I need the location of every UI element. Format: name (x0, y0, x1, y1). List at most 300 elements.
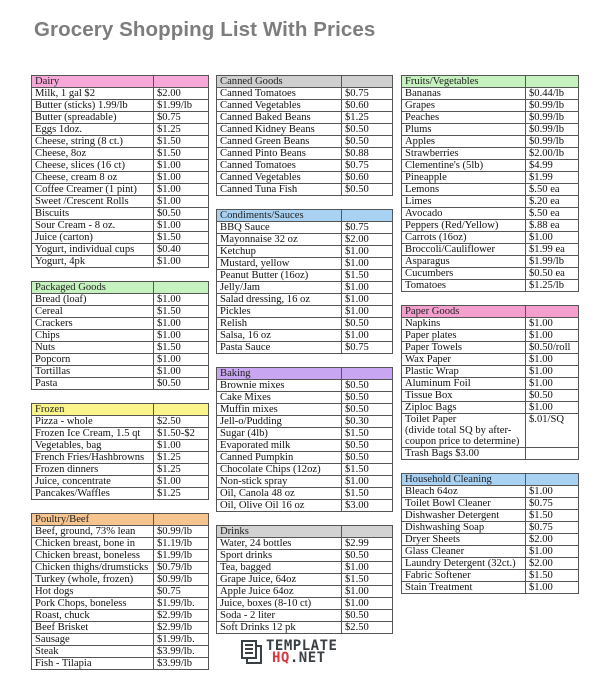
item-name: Carrots (16oz) (402, 232, 526, 244)
item-row (32, 416, 209, 428)
item-name: Pancakes/Waffles (32, 488, 154, 500)
item-price: $1.00 (342, 258, 393, 270)
section-header-price (154, 514, 209, 526)
item-row (402, 184, 579, 196)
item-price: $0.50 (154, 208, 209, 220)
item-row (32, 574, 209, 586)
item-name: Canned Green Beans (217, 136, 342, 148)
column-1 (31, 75, 209, 683)
item-price: $0.75 (342, 160, 393, 172)
item-price: $2.00 (526, 534, 579, 546)
section-header (32, 282, 209, 294)
item-price: $2.00 (526, 558, 579, 570)
item-price: $0.99/lb (526, 112, 579, 124)
item-name: Peaches (402, 112, 526, 124)
section-dairy-table (31, 75, 209, 268)
item-row (32, 124, 209, 136)
item-name: Apples (402, 136, 526, 148)
item-name: Tea, bagged (217, 562, 342, 574)
item-price: $2.00 (342, 234, 393, 246)
item-price: $1.00 (526, 378, 579, 390)
item-name: Jell-o/Pudding (217, 416, 342, 428)
item-row (217, 172, 393, 184)
section-baking-table (216, 367, 393, 512)
item-name: Laundry Detergent (32ct.) (402, 558, 526, 570)
item-name: Hot dogs (32, 586, 154, 598)
item-row (402, 88, 579, 100)
item-price: $1.00 (154, 184, 209, 196)
item-price (526, 448, 579, 460)
item-price: $1.00 (526, 330, 579, 342)
item-price: $1.99 (526, 172, 579, 184)
item-name: Soft Drinks 12 pk (217, 622, 342, 634)
logo-line-1: TEMPLATE (266, 638, 338, 654)
item-name: Ziploc Bags (402, 402, 526, 414)
item-name: Chicken thighs/drumsticks (32, 562, 154, 574)
item-row (217, 270, 393, 282)
item-price: $3.99/lb (154, 658, 209, 670)
section-header (32, 404, 209, 416)
item-name: Canned Vegetables (217, 172, 342, 184)
item-row (32, 136, 209, 148)
item-name: Brownie mixes (217, 380, 342, 392)
item-price: $.20 ea (526, 196, 579, 208)
item-price: $0.75 (342, 88, 393, 100)
item-row (217, 330, 393, 342)
item-row (402, 124, 579, 136)
item-row (32, 160, 209, 172)
item-row (402, 378, 579, 390)
item-price: $.50 ea (526, 184, 579, 196)
item-price: $.01/SQ (526, 414, 579, 448)
item-row (402, 208, 579, 220)
item-price: $0.60 (342, 100, 393, 112)
column-2 (216, 75, 393, 647)
item-row (32, 452, 209, 464)
item-row (217, 488, 393, 500)
item-price: $0.50 (342, 610, 393, 622)
item-price: $1.00 (342, 476, 393, 488)
item-price: $1.00 (526, 402, 579, 414)
item-name: Muffin mixes (217, 404, 342, 416)
section-header-price (154, 404, 209, 416)
item-row (402, 148, 579, 160)
item-name: Dishwashing Soap (402, 522, 526, 534)
item-name: Pork Chops, boneless (32, 598, 154, 610)
item-row (32, 526, 209, 538)
item-name: Dryer Sheets (402, 534, 526, 546)
item-price: $1.00 (154, 440, 209, 452)
item-price: $0.75 (342, 222, 393, 234)
item-name: Trash Bags $3.00 (402, 448, 526, 460)
item-price: $1.99/lb (526, 256, 579, 268)
item-row (217, 318, 393, 330)
item-row (217, 464, 393, 476)
item-price: $1.25 (154, 452, 209, 464)
item-row (217, 440, 393, 452)
logo-net: .NET (289, 650, 326, 666)
column-3 (401, 75, 579, 607)
item-name: Toilet Bowl Cleaner (402, 498, 526, 510)
item-price: $1.00 (342, 598, 393, 610)
item-row (217, 610, 393, 622)
item-name: Cheese, 8oz (32, 148, 154, 160)
item-name: Sport drinks (217, 550, 342, 562)
item-price: $2.50 (154, 416, 209, 428)
item-price: $1.19/lb (154, 538, 209, 550)
item-price: $1.00 (154, 294, 209, 306)
item-name: Crackers (32, 318, 154, 330)
section-header-price (342, 368, 393, 380)
item-name: Bananas (402, 88, 526, 100)
section-header-price (526, 474, 579, 486)
item-price: $0.99/lb (154, 574, 209, 586)
item-price: $1.50 (342, 488, 393, 500)
item-name: Chocolate Chips (12oz) (217, 464, 342, 476)
item-row (402, 366, 579, 378)
section-condiments-table (216, 209, 393, 354)
item-price: $1.25/lb (526, 280, 579, 292)
item-row (217, 258, 393, 270)
item-name: Yogurt, 4pk (32, 256, 154, 268)
item-name: Sweet /Crescent Rolls (32, 196, 154, 208)
item-name: Butter (sticks) 1.99/lb (32, 100, 154, 112)
item-row (32, 622, 209, 634)
item-name: Butter (spreadable) (32, 112, 154, 124)
item-name: Canned Pumpkin (217, 452, 342, 464)
section-canned-table (216, 75, 393, 196)
item-price: $1.50 (342, 464, 393, 476)
item-price: $1.00 (342, 306, 393, 318)
item-name: Tortillas (32, 366, 154, 378)
item-name: Pasta Sauce (217, 342, 342, 354)
item-name: Paper plates (402, 330, 526, 342)
item-price: $0.50 (526, 390, 579, 402)
item-price: $0.50 (342, 184, 393, 196)
section-header-price (342, 76, 393, 88)
item-row (402, 196, 579, 208)
item-price: $0.88 (342, 148, 393, 160)
item-name: Milk, 1 gal $2 (32, 88, 154, 100)
item-row (32, 220, 209, 232)
item-price: $1.00 (342, 586, 393, 598)
item-price: $1.00 (342, 246, 393, 258)
item-price: $1.00 (526, 366, 579, 378)
item-price: $0.50 (154, 378, 209, 390)
item-name: Mustard, yellow (217, 258, 342, 270)
section-drinks-table (216, 525, 393, 634)
item-price: $1.50 (342, 428, 393, 440)
item-name: Juice, concentrate (32, 476, 154, 488)
item-price: $.88 ea (526, 220, 579, 232)
item-price: $1.00 (154, 256, 209, 268)
item-row (32, 196, 209, 208)
item-name: Cheese, slices (16 ct) (32, 160, 154, 172)
section-title: Poultry/Beef (32, 514, 154, 526)
section-title: Drinks (217, 526, 342, 538)
item-name: Frozen dinners (32, 464, 154, 476)
item-name: Cheese, string (8 ct.) (32, 136, 154, 148)
item-name: Chicken breast, boneless (32, 550, 154, 562)
item-price: $1.00 (526, 546, 579, 558)
item-price: $0.50 (342, 136, 393, 148)
item-price: $1.99/lb (154, 100, 209, 112)
item-row (217, 562, 393, 574)
item-price: $0.75 (154, 586, 209, 598)
item-price: $0.40 (154, 244, 209, 256)
item-name: Cereal (32, 306, 154, 318)
item-name: Pickles (217, 306, 342, 318)
item-row (32, 550, 209, 562)
item-price: $1.25 (342, 112, 393, 124)
item-row (217, 136, 393, 148)
item-price: $0.50 (342, 550, 393, 562)
item-row (402, 330, 579, 342)
item-row (32, 354, 209, 366)
item-price: $2.99 (342, 538, 393, 550)
item-name: French Fries/Hashbrowns (32, 452, 154, 464)
item-row (32, 464, 209, 476)
item-price: $1.50 (154, 136, 209, 148)
item-row (402, 534, 579, 546)
section-paper-table (401, 305, 579, 460)
item-price: $1.00 (342, 294, 393, 306)
item-name: Canned Tuna Fish (217, 184, 342, 196)
item-row (402, 112, 579, 124)
item-name: Mayonnaise 32 oz (217, 234, 342, 246)
item-price: $1.00 (526, 232, 579, 244)
section-header-price (154, 76, 209, 88)
item-name: Non-stick spray (217, 476, 342, 488)
item-row (32, 378, 209, 390)
item-row (217, 160, 393, 172)
item-price: $0.50 (342, 440, 393, 452)
item-row (402, 402, 579, 414)
item-name: Roast, chuck (32, 610, 154, 622)
item-name: Aluminum Foil (402, 378, 526, 390)
item-row (217, 550, 393, 562)
item-name: Fabric Softener (402, 570, 526, 582)
item-price: $2.99/lb (154, 610, 209, 622)
item-price: $0.99/lb (526, 136, 579, 148)
item-name: Apple Juice 64oz (217, 586, 342, 598)
item-name: Sugar (4lb) (217, 428, 342, 440)
item-row (32, 586, 209, 598)
item-row (32, 172, 209, 184)
item-price: $0.60 (342, 172, 393, 184)
section-fruits-table (401, 75, 579, 292)
item-name: Strawberries (402, 148, 526, 160)
item-price: $1.00 (154, 366, 209, 378)
item-name: Juice (carton) (32, 232, 154, 244)
item-row (32, 598, 209, 610)
item-name: Dishwasher Detergent (402, 510, 526, 522)
item-name: Canned Tomatoes (217, 160, 342, 172)
item-row (32, 244, 209, 256)
item-name: Paper Towels (402, 342, 526, 354)
item-name: Canned Kidney Beans (217, 124, 342, 136)
item-name: Salsa, 16 oz (217, 330, 342, 342)
item-name: Plastic Wrap (402, 366, 526, 378)
item-name: Popcorn (32, 354, 154, 366)
item-row (217, 598, 393, 610)
item-name: Jelly/Jam (217, 282, 342, 294)
templatehq-logo (241, 640, 337, 664)
item-name: Fish - Tilapia (32, 658, 154, 670)
item-row (217, 124, 393, 136)
item-row (217, 452, 393, 464)
item-row (32, 366, 209, 378)
section-header-price (342, 210, 393, 222)
item-name: Beef Brisket (32, 622, 154, 634)
item-row (217, 416, 393, 428)
item-price: $1.00 (342, 330, 393, 342)
item-price: $1.99 ea (526, 244, 579, 256)
item-name: Napkins (402, 318, 526, 330)
item-name: Water, 24 bottles (217, 538, 342, 550)
item-row (217, 574, 393, 586)
item-name: Relish (217, 318, 342, 330)
item-row (217, 380, 393, 392)
item-price: $0.50 (342, 452, 393, 464)
item-name: Bread (loaf) (32, 294, 154, 306)
item-row (402, 582, 579, 594)
section-poultry-table (31, 513, 209, 670)
item-row (217, 282, 393, 294)
section-packaged-table (31, 281, 209, 390)
item-price: $1.50 (154, 306, 209, 318)
item-name: Cheese, cream 8 oz (32, 172, 154, 184)
section-header (402, 76, 579, 88)
item-price: $1.00 (154, 318, 209, 330)
item-price: $1.99/lb. (154, 634, 209, 646)
item-price: $1.00 (154, 354, 209, 366)
item-row (32, 100, 209, 112)
item-name: Clementine's (5lb) (402, 160, 526, 172)
item-price: $0.50 (342, 392, 393, 404)
item-name: Glass Cleaner (402, 546, 526, 558)
item-name: Juice, boxes (8-10 ct) (217, 598, 342, 610)
item-row (32, 610, 209, 622)
item-price: $1.00 (526, 354, 579, 366)
item-price: $1.25 (154, 124, 209, 136)
item-price: $0.75 (342, 342, 393, 354)
item-row (217, 148, 393, 160)
item-row (32, 318, 209, 330)
item-price: $3.99/lb. (154, 646, 209, 658)
section-header (217, 368, 393, 380)
item-row (217, 342, 393, 354)
section-frozen-table (31, 403, 209, 500)
item-name: Canned Pinto Beans (217, 148, 342, 160)
item-price: $4.99 (526, 160, 579, 172)
item-row (32, 330, 209, 342)
section-header (32, 514, 209, 526)
section-title: Frozen (32, 404, 154, 416)
section-header (217, 210, 393, 222)
item-name: Steak (32, 646, 154, 658)
item-row (32, 488, 209, 500)
item-row (402, 172, 579, 184)
item-price: $1.99/lb. (154, 598, 209, 610)
item-price: $1.00 (154, 172, 209, 184)
item-name: Grapes (402, 100, 526, 112)
item-row (402, 232, 579, 244)
section-header (32, 76, 209, 88)
item-row (32, 440, 209, 452)
item-row (217, 294, 393, 306)
item-name: Ketchup (217, 246, 342, 258)
item-name: Canned Baked Beans (217, 112, 342, 124)
item-row (217, 428, 393, 440)
item-row (32, 294, 209, 306)
item-row (402, 546, 579, 558)
section-title: Household Cleaning (402, 474, 526, 486)
item-row (32, 428, 209, 440)
section-title: Fruits/Vegetables (402, 76, 526, 88)
item-row (217, 112, 393, 124)
item-price: $1.99/lb (154, 550, 209, 562)
item-price: $1.50 (154, 232, 209, 244)
section-header-price (342, 526, 393, 538)
section-header-price (526, 306, 579, 318)
item-name: Canned Tomatoes (217, 88, 342, 100)
item-row (217, 222, 393, 234)
item-price: $0.50 (342, 124, 393, 136)
item-row (32, 256, 209, 268)
section-title: Baking (217, 368, 342, 380)
item-price: $1.00 (154, 220, 209, 232)
item-name: Oil, Olive Oil 16 oz (217, 500, 342, 512)
item-name: Oil, Canola 48 oz (217, 488, 342, 500)
section-title: Packaged Goods (32, 282, 154, 294)
item-price: $1.00 (526, 582, 579, 594)
item-row (402, 220, 579, 232)
item-price: $2.99/lb (154, 622, 209, 634)
item-name: Coffee Creamer (1 pint) (32, 184, 154, 196)
item-row (217, 622, 393, 634)
item-name: Vegetables, bag (32, 440, 154, 452)
item-name: Sour Cream - 8 oz. (32, 220, 154, 232)
item-row (217, 88, 393, 100)
item-name: BBQ Sauce (217, 222, 342, 234)
item-name: Bleach 64oz (402, 486, 526, 498)
item-row (402, 414, 579, 448)
item-price: $0.75 (154, 112, 209, 124)
item-price: $2.00 (154, 88, 209, 100)
item-price: $1.50-$2 (154, 428, 209, 440)
item-row (402, 522, 579, 534)
item-name: Cucumbers (402, 268, 526, 280)
item-price: $1.25 (154, 488, 209, 500)
item-row (32, 306, 209, 318)
item-name: Salad dressing, 16 oz (217, 294, 342, 306)
section-title: Condiments/Sauces (217, 210, 342, 222)
item-price: $0.50 (342, 404, 393, 416)
item-row (402, 256, 579, 268)
item-row (402, 498, 579, 510)
section-header-price (154, 282, 209, 294)
item-row (402, 390, 579, 402)
item-name: Grape Juice, 64oz (217, 574, 342, 586)
item-row (217, 234, 393, 246)
item-name: Plums (402, 124, 526, 136)
item-price: $0.50/roll (526, 342, 579, 354)
item-price: $0.79/lb (154, 562, 209, 574)
item-name: Chicken breast, bone in (32, 538, 154, 550)
item-price: $1.50 (342, 574, 393, 586)
section-title: Dairy (32, 76, 154, 88)
